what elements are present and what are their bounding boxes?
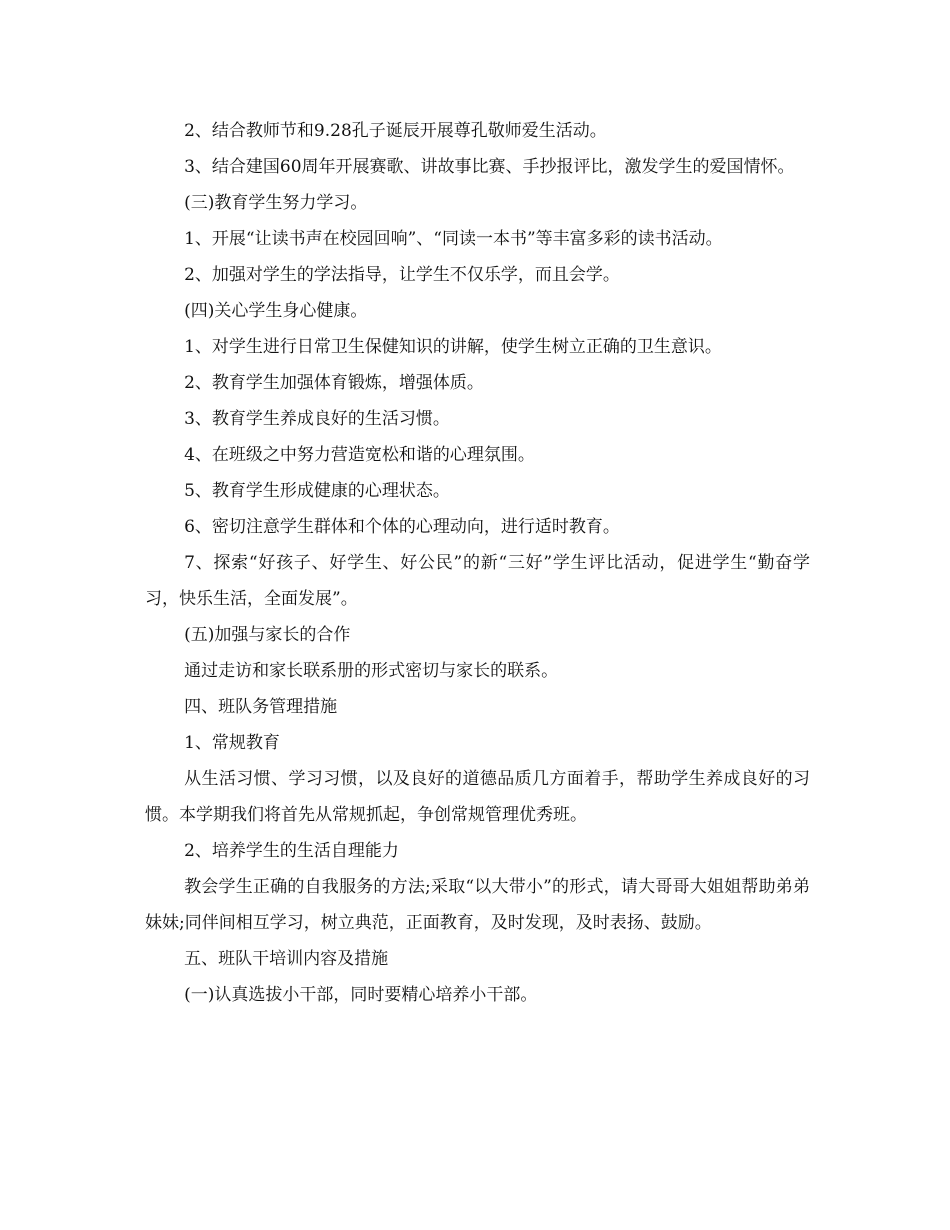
paragraph: 通过走访和家长联系册的形式密切与家长的联系。 [184,661,559,681]
section-heading: 四、班队务管理措施 [184,697,338,717]
paragraph: 4、在班级之中努力营造宽松和谐的心理氛围。 [184,445,535,465]
section-heading: (一)认真选拔小干部，同时要精心培养小干部。 [184,985,538,1005]
section-heading: (五)加强与家长的合作 [184,625,351,645]
paragraph: 从生活习惯、学习习惯，以及良好的道德品质几方面着手，帮助学生养成良好的习惯。本学期我们将首先从常规抓起，争创常规管理优秀班。 [145,769,810,825]
paragraph: 5、教育学生形成健康的心理状态。 [184,481,450,501]
paragraph: 2、加强对学生的学法指导，让学生不仅乐学，而且会学。 [184,265,620,285]
paragraph: 1、开展“让读书声在校园回响”、“同读一本书”等丰富多彩的读书活动。 [184,229,723,249]
paragraph: 6、密切注意学生群体和个体的心理动向，进行适时教育。 [184,517,620,537]
paragraph: 2、教育学生加强体育锻炼，增强体质。 [184,373,484,393]
subheading: 2、培养学生的生活自理能力 [184,841,399,861]
paragraph: 2、结合教师节和9.28孔子诞辰开展尊孔敬师爱生活动。 [184,121,607,141]
document-body [145,113,810,1013]
paragraph: 3、教育学生养成良好的生活习惯。 [184,409,450,429]
section-heading: (四)关心学生身心健康。 [184,301,368,321]
paragraph: 1、对学生进行日常卫生保健知识的讲解，使学生树立正确的卫生意识。 [184,337,722,357]
subheading: 1、常规教育 [184,733,280,753]
section-heading: 五、班队干培训内容及措施 [184,949,389,969]
paragraph: 教会学生正确的自我服务的方法;采取“以大带小”的形式，请大哥哥大姐姐帮助弟弟妹妹;同伴间相互学习，树立典范，正面教育，及时发现，及时表扬、鼓励。 [145,877,810,933]
paragraph: 7、探索“好孩子、好学生、好公民”的新“三好”学生评比活动，促进学生“勤奋学习，快乐生活，全面发展”。 [145,553,810,609]
paragraph: 3、结合建国60周年开展赛歌、讲故事比赛、手抄报评比，激发学生的爱国情怀。 [184,157,795,177]
section-heading: (三)教育学生努力学习。 [184,193,368,213]
